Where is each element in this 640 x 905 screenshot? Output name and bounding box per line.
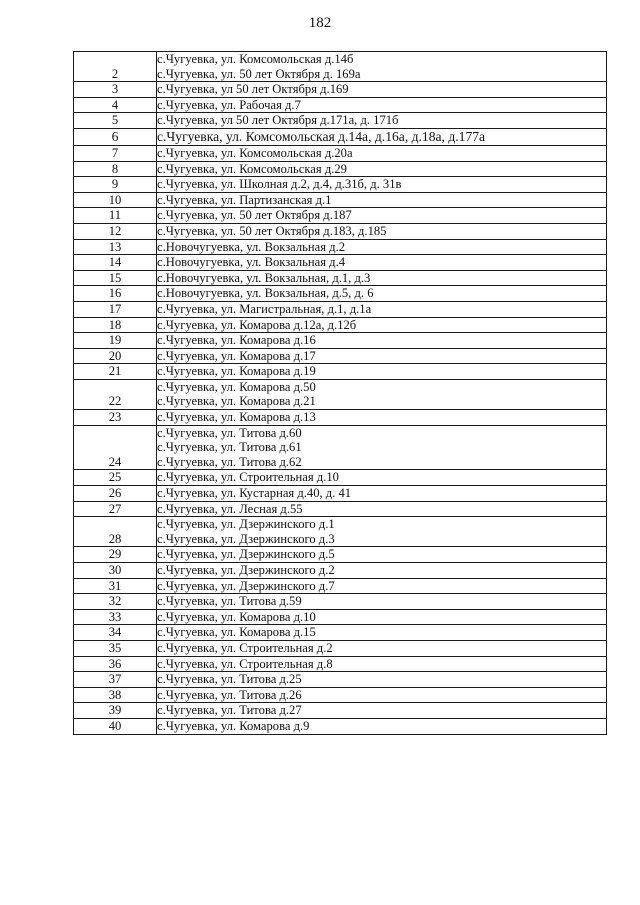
table-row [74,379,607,409]
table-row [74,609,607,625]
address-line: с.Чугуевка, ул. Комарова д.12а, д.12б [157,317,357,332]
row-number: 9 [74,177,157,193]
row-number: 34 [74,625,157,641]
address-line: с.Чугуевка, ул. 50 лет Октября д.183, д.185 [157,223,387,238]
table-row [74,640,607,656]
table-row [74,703,607,719]
address-line: с.Чугуевка, ул. Комсомольская д.14а, д.16а, д.18а, д.177а [157,128,486,144]
row-number: 40 [74,718,157,734]
address-line: с.Новочугуевка, ул. Вокзальная, д.5, д. 6 [157,286,374,301]
address-cell [157,547,607,563]
address-cell [157,301,607,317]
row-number: 15 [74,270,157,286]
address-line: с.Чугуевка, ул. Магистральная, д.1, д.1а [157,301,372,316]
address-line: с.Чугуевка, ул. Комарова д.13 [157,410,316,425]
address-line: с.Чугуевка, ул. Комсомольская д.20а [157,145,353,160]
address-cell [157,501,607,517]
address-line: с.Чугуевка, ул. Комарова д.19 [157,364,316,379]
address-line: с.Чугуевка, ул. Комарова д.17 [157,348,316,363]
row-number: 14 [74,255,157,271]
address-cell [157,703,607,719]
page-number: 182 [308,15,332,31]
row-number: 8 [74,161,157,177]
address-cell [157,410,607,426]
row-number: 12 [74,223,157,239]
address-cell [157,425,607,470]
address-cell [157,517,607,547]
address-line: с.Чугуевка, ул. 50 лет Октября д.187 [157,208,352,223]
address-cell [157,97,607,113]
address-line: с.Чугуевка, ул. Дзержинского д.7 [157,578,335,593]
address-line: с.Чугуевка, ул. Комарова д.16 [157,333,316,348]
table-row [74,333,607,349]
address-cell [157,687,607,703]
address-cell [157,145,607,161]
address-line: с.Чугуевка, ул. Комсомольская д.14б [157,52,354,66]
address-line: с.Чугуевка, ул. Титова д.60 [157,425,302,440]
row-number: 6 [74,128,157,145]
row-number: 29 [74,547,157,563]
table-row [74,517,607,547]
address-table-body [74,52,607,735]
row-number: 38 [74,687,157,703]
row-number: 19 [74,333,157,349]
row-number: 31 [74,578,157,594]
address-line: с.Чугуевка, ул. Комарова д.15 [157,625,316,640]
address-line: с.Чугуевка, ул. Дзержинского д.5 [157,547,335,562]
table-row [74,239,607,255]
address-line: с.Чугуевка, ул. Титова д.59 [157,594,302,609]
row-number: 35 [74,640,157,656]
address-line: с.Чугуевка, ул. Титова д.62 [157,454,302,469]
row-number: 24 [74,425,157,470]
address-line: с.Чугуевка, ул. Строительная д.8 [157,656,333,671]
table-row [74,656,607,672]
row-number: 11 [74,208,157,224]
address-line: с.Чугуевка, ул. 50 лет Октября д. 169а [157,66,361,81]
address-line: с.Чугуевка, ул. Комарова д.50 [157,379,316,394]
table-row [74,286,607,302]
address-line: с.Чугуевка, ул. Комарова д.9 [157,718,310,733]
table-row [74,97,607,113]
address-cell [157,333,607,349]
address-cell [157,128,607,145]
table-row [74,348,607,364]
address-line: с.Чугуевка, ул. Рабочая д.7 [157,97,301,112]
address-line: с.Чугуевка, ул. Дзержинского д.1 [157,517,335,532]
address-line: с.Чугуевка, ул. Строительная д.10 [157,470,339,485]
address-cell [157,52,607,82]
address-cell [157,286,607,302]
address-cell [157,625,607,641]
row-number: 39 [74,703,157,719]
row-number: 20 [74,348,157,364]
row-number: 16 [74,286,157,302]
address-cell [157,192,607,208]
table-row [74,578,607,594]
row-number: 27 [74,501,157,517]
table-row [74,192,607,208]
address-table [73,51,607,735]
address-cell [157,640,607,656]
row-number: 30 [74,563,157,579]
row-number: 3 [74,82,157,98]
address-cell [157,161,607,177]
address-line: с.Чугуевка, ул. Комарова д.21 [157,394,316,409]
row-number: 33 [74,609,157,625]
address-cell [157,718,607,734]
address-cell [157,348,607,364]
address-line: с.Чугуевка, ул. Дзержинского д.3 [157,531,335,546]
address-cell [157,563,607,579]
address-cell [157,223,607,239]
address-line: с.Чугуевка, ул. Титова д.26 [157,687,302,702]
address-cell [157,578,607,594]
table-row [74,145,607,161]
address-line: с.Чугуевка, ул. Кустарная д.40, д. 41 [157,486,352,501]
table-row [74,486,607,502]
row-number: 37 [74,672,157,688]
address-line: с.Чугуевка, ул. Титова д.25 [157,672,302,687]
address-cell [157,672,607,688]
row-number: 22 [74,379,157,409]
row-number: 36 [74,656,157,672]
table-row [74,625,607,641]
table-row [74,547,607,563]
address-line: с.Новочугуевка, ул. Вокзальная д.4 [157,255,346,270]
address-line: с.Чугуевка, ул. Партизанская д.1 [157,192,332,207]
row-number: 13 [74,239,157,255]
table-row [74,563,607,579]
address-line: с.Чугуевка, ул. Строительная д.2 [157,640,333,655]
address-cell [157,379,607,409]
address-line: с.Чугуевка, ул. Дзержинского д.2 [157,563,335,577]
row-number: 26 [74,486,157,502]
address-cell [157,609,607,625]
address-line: с.Чугуевка, ул 50 лет Октября д.171а, д. 171б [157,113,399,128]
address-line: с.Новочугуевка, ул. Вокзальная, д.1, д.3 [157,270,371,285]
row-number: 2 [74,52,157,82]
address-cell [157,177,607,193]
table-row [74,501,607,517]
row-number: 25 [74,470,157,486]
row-number: 23 [74,410,157,426]
address-line: с.Чугуевка, ул. Титова д.61 [157,440,302,455]
table-row [74,470,607,486]
address-cell [157,270,607,286]
address-line: с.Чугуевка, ул. Комсомольская д.29 [157,161,347,176]
table-row [74,161,607,177]
address-cell [157,239,607,255]
address-line: с.Новочугуевка, ул. Вокзальная д.2 [157,239,346,254]
address-line: с.Чугуевка, ул. Титова д.27 [157,703,302,718]
row-number: 21 [74,364,157,380]
row-number: 4 [74,97,157,113]
address-cell [157,317,607,333]
table-row [74,223,607,239]
address-cell [157,255,607,271]
table-row [74,672,607,688]
table-row [74,317,607,333]
row-number: 18 [74,317,157,333]
address-cell [157,656,607,672]
address-cell [157,208,607,224]
table-row [74,410,607,426]
row-number: 17 [74,301,157,317]
row-number: 7 [74,145,157,161]
address-cell [157,486,607,502]
table-row [74,687,607,703]
row-number: 5 [74,113,157,129]
address-cell [157,470,607,486]
table-row [74,82,607,98]
table-row [74,425,607,470]
table-row [74,177,607,193]
table-row [74,270,607,286]
row-number: 10 [74,192,157,208]
address-cell [157,82,607,98]
table-row [74,301,607,317]
address-line: с.Чугуевка, ул. Комарова д.10 [157,609,316,624]
table-row [74,52,607,82]
table-row [74,113,607,129]
table-row [74,718,607,734]
row-number: 28 [74,517,157,547]
address-line: с.Чугуевка, ул 50 лет Октября д.169 [157,82,349,97]
table-row [74,208,607,224]
table-row [74,594,607,610]
table-row [74,255,607,271]
address-cell [157,113,607,129]
row-number: 32 [74,594,157,610]
table-row [74,364,607,380]
address-cell [157,364,607,380]
address-cell [157,594,607,610]
address-line: с.Чугуевка, ул. Школная д.2, д.4, д.31б, д. 31в [157,177,402,192]
table-row [74,128,607,145]
address-line: с.Чугуевка, ул. Лесная д.55 [157,501,303,516]
